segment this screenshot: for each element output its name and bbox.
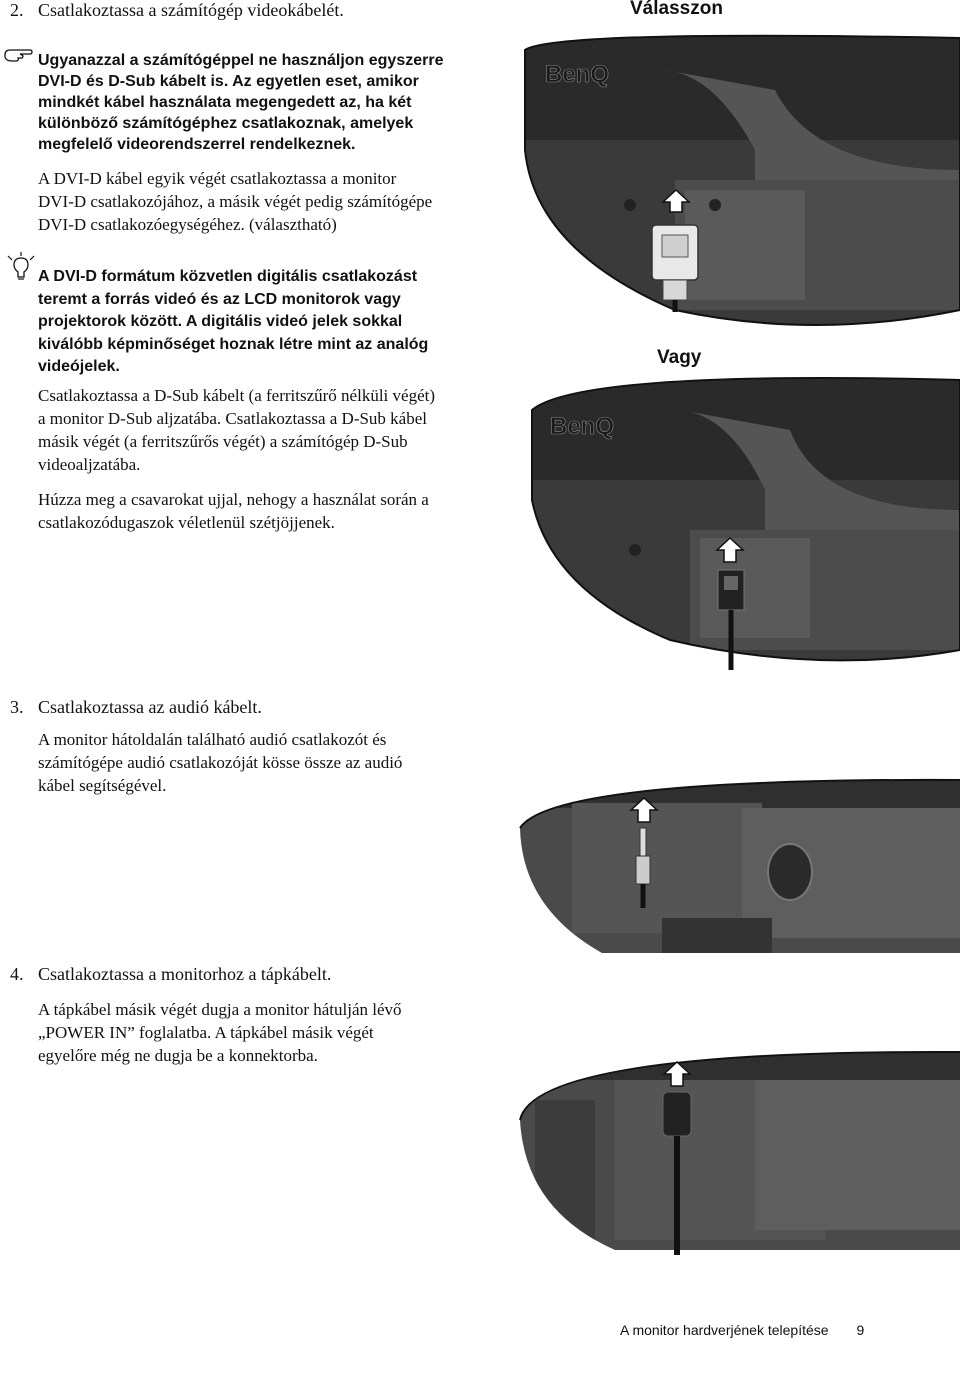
tip-block — [38, 266, 428, 379]
screws-paragraph — [38, 488, 429, 534]
screws-line: Húzza meg a csavarokat ujjal, nehogy a használat során a — [38, 490, 429, 509]
or-label: Vagy — [657, 347, 702, 368]
page-number: 9 — [856, 1322, 865, 1338]
note-line: DVI-D és D-Sub kábelt is. Az egyetlen eset, amikor — [38, 73, 419, 90]
brand-logo: BenQ — [550, 413, 615, 440]
dsub-line: Csatlakoztassa a D-Sub kábelt (a ferritszűrő nélküli végét) — [38, 386, 436, 405]
step3-line: számítógépe audió csatlakozóját kösse össze az audió — [38, 753, 403, 772]
step4-title: Csatlakoztassa a monitorhoz a tápkábelt. — [38, 964, 332, 984]
step2-number: 2. — [10, 0, 24, 20]
step2-heading — [10, 0, 344, 21]
dvi-line: A DVI-D kábel egyik végét csatlakoztassa a monitor — [38, 169, 397, 188]
brand-logo: BenQ — [545, 61, 610, 88]
step3-title: Csatlakoztassa az audió kábelt. — [38, 697, 262, 717]
screws-line: csatlakozódugaszok véletlenül szétjöjjenek. — [38, 513, 335, 532]
tip-line: A DVI-D formátum közvetlen digitális csatlakozást — [38, 268, 418, 285]
step3-heading — [10, 697, 262, 718]
step4-number: 4. — [10, 964, 24, 984]
choose-label: Válasszon — [630, 0, 723, 19]
dvi-line: DVI-D csatlakozójához, a másik végét pedig számítógépe — [38, 192, 433, 211]
dsub-connection-figure — [520, 370, 960, 675]
step3-number: 3. — [10, 697, 24, 717]
dsub-line: videoaljzatába. — [38, 455, 141, 474]
note-line: mindkét kábel használata megengedett az, ha két — [38, 94, 412, 111]
note-block — [38, 50, 443, 155]
pointing-hand-icon — [4, 46, 34, 64]
dsub-line: a monitor D-Sub aljzatába. Csatlakoztassa a D-Sub kábel — [38, 409, 427, 428]
audio-connection-figure — [512, 768, 960, 958]
step3-line: kábel segítségével. — [38, 776, 167, 795]
step4-paragraph — [38, 998, 402, 1067]
note-line: különböző számítógéphez csatlakoznak, amelyek — [38, 115, 414, 132]
footer — [620, 1322, 864, 1338]
dvi-paragraph — [38, 167, 432, 236]
step4-heading — [10, 964, 331, 985]
tip-line: projektorok között. A digitális videó jelek sokkal — [38, 313, 403, 330]
step4-line: „POWER IN” foglalatba. A tápkábel másik végét — [38, 1023, 374, 1042]
note-line: Ugyanazzal a számítógéppel ne használjon egyszerre — [38, 52, 444, 69]
step2-title: Csatlakoztassa a számítógép videokábelét. — [38, 0, 344, 20]
dvi-connection-figure — [515, 30, 960, 340]
tip-line: kiválóbb képminőséget hoznak létre mint az analóg — [38, 335, 429, 353]
note-line: megfelelő videorendszerrel rendelkeznek. — [38, 136, 356, 153]
tip-line: teremt a forrás videó és az LCD monitorok vagy — [38, 290, 401, 308]
step4-line: egyelőre még ne dugja be a konnektorba. — [38, 1046, 318, 1065]
dvi-line: DVI-D csatlakozóegységéhez. (választható) — [38, 215, 337, 234]
power-connection-figure — [515, 1040, 960, 1255]
dsub-paragraph — [38, 384, 435, 476]
footer-title: A monitor hardverjének telepítése — [620, 1322, 829, 1338]
dsub-line: másik végét (a ferritszűrős végét) a számítógép D-Sub — [38, 432, 408, 451]
step3-paragraph — [38, 728, 402, 797]
step3-line: A monitor hátoldalán található audió csatlakozót és — [38, 730, 387, 749]
light-bulb-icon — [6, 252, 36, 282]
tip-line: videójelek. — [38, 358, 120, 375]
step4-line: A tápkábel másik végét dugja a monitor hátulján lévő — [38, 1000, 402, 1019]
